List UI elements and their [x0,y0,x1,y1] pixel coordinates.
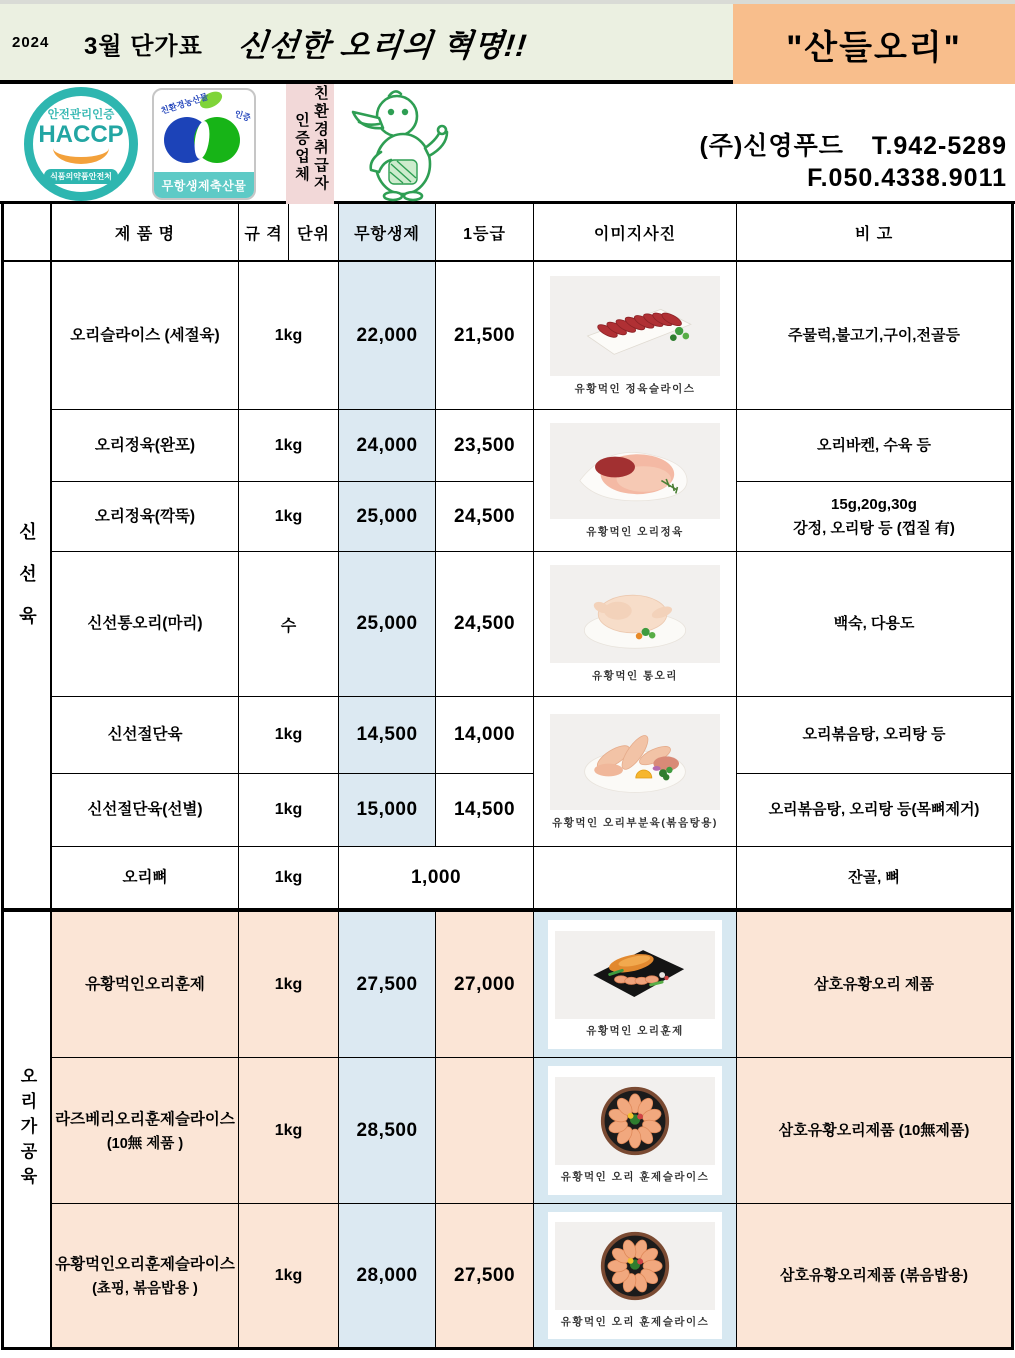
price-grade1: 23,500 [436,410,534,482]
price-antibiotic-free: 25,000 [339,552,436,697]
product-photo-duck-slices [550,276,720,376]
price-antibiotic-free: 28,000 [339,1204,436,1347]
price-antibiotic-free: 22,000 [339,262,436,410]
section-label-processed-duck: 오리가공육 [4,912,52,1347]
product-photo-caption: 유황먹인 오리정육 [586,525,684,538]
product-spec: 수 [239,552,339,697]
product-image-cell [534,552,737,697]
product-note: 오리볶음탕, 오리탕 등(목뼈제거) [737,774,1011,847]
product-photo-caption: 유황먹인 오리훈제 [586,1025,684,1037]
product-note: 15g,20g,30g 강정, 오리탕 등 (껍질 有) [737,482,1011,552]
product-spec: 1kg [239,482,339,552]
haccp-bottom-text: 식품의약품안전처 [44,169,118,184]
price-grade1: 14,500 [436,774,534,847]
product-image-cell [534,1204,737,1347]
product-spec: 1kg [239,847,339,912]
product-spec: 1kg [239,912,339,1058]
product-name: 오리정육(깍뚝) [52,482,239,552]
product-photo-duck-meat [550,423,720,519]
price-grade1: 24,500 [436,552,534,697]
price-antibiotic-free: 25,000 [339,482,436,552]
product-photo-caption: 유황먹인 통오리 [592,670,678,682]
column-header-spec: 규 격 [239,204,289,262]
price-antibiotic-free: 14,500 [339,697,436,774]
product-image-cell [534,697,737,847]
product-name: 유황먹인오리훈제 [52,912,239,1058]
product-name: 오리뼈 [52,847,239,912]
column-header-unit: 단위 [289,204,339,262]
product-photo-card [548,1066,722,1195]
price-grade1: 14,000 [436,697,534,774]
product-name: 라즈베리오리훈제슬라이스 (10無 제품 ) [52,1058,239,1204]
company-info [607,126,1007,193]
slogan-text: 신선한 오리의 혁명!! [235,28,529,63]
product-image-cell-empty [534,847,737,912]
product-photo-caption: 유황먹인 정육슬라이스 [574,382,696,395]
product-spec: 1kg [239,697,339,774]
price-antibiotic-free: 15,000 [339,774,436,847]
product-image-cell [534,410,737,552]
price-antibiotic-free: 28,500 [339,1058,436,1204]
brand-name: "산들오리" [786,28,962,67]
eco-handler-text: 친환경취급자 [312,85,329,193]
svg-text:인증: 인증 [233,108,253,123]
haccp-smile-arc [53,148,109,164]
certified-company-text: 인증업체 [293,112,310,184]
product-photo-smoked-slices [555,1077,715,1165]
column-header-note: 비 고 [737,204,1011,262]
price-grade1: 27,500 [436,1204,534,1347]
company-fax: F.050.4338.9011 [807,164,1007,192]
svg-text:친환경농산물: 친환경농산물 [159,91,210,116]
haccp-top-text: 안전관리인증 [47,109,115,121]
product-name: 신선절단육 [52,697,239,774]
price-antibiotic-free: 24,000 [339,410,436,482]
product-photo-duck-parts [550,714,720,810]
product-name: 신선절단육(선별) [52,774,239,847]
product-spec: 1kg [239,1058,339,1204]
year-label: 2024 [12,34,50,51]
product-note: 잔골, 뼈 [737,847,1011,912]
column-header-image: 이미지사진 [534,204,737,262]
product-photo-caption: 유황먹인 오리 훈제슬라이스 [560,1316,710,1328]
certification-row [0,84,1015,204]
price-antibiotic-free: 27,500 [339,912,436,1058]
product-name: 오리정육(완포) [52,410,239,482]
column-header-antibiotic-free: 무항생제 [339,204,436,262]
brand-box [733,4,1015,84]
column-header-product: 제 품 명 [52,204,239,262]
product-name: 유황먹인오리훈제슬라이스 (쵸핑, 볶음밥용 ) [52,1204,239,1347]
product-note: 삼호유황오리제품 (볶음밥용) [737,1204,1011,1347]
price-grade1: 27,000 [436,912,534,1058]
price-grade1-empty [436,1058,534,1204]
antibiotic-free-band-text: 무항생제축산물 [154,172,254,198]
price-merged: 1,000 [339,847,534,912]
haccp-logo [24,87,138,201]
product-note: 오리볶음탕, 오리탕 등 [737,697,1011,774]
product-image-cell [534,262,737,410]
eco-handler-certified-block [286,84,334,204]
column-header-grade1: 1등급 [436,204,534,262]
header-banner [0,4,1015,84]
product-photo-caption: 유황먹인 오리부분육(볶음탕용) [552,816,718,829]
price-grade1: 24,500 [436,482,534,552]
product-note: 오리바켄, 수육 등 [737,410,1011,482]
product-name: 오리슬라이스 (세절육) [52,262,239,410]
product-photo-smoked-slices [555,1222,715,1310]
product-note: 주물럭,불고기,구이,전골등 [737,262,1011,410]
product-note: 삼호유황오리제품 (10無제품) [737,1058,1011,1204]
haccp-main-text: HACCP [38,121,124,148]
company-phone: T.942-5289 [871,132,1007,160]
product-photo-card [548,920,722,1049]
duck-mascot-icon [345,86,449,207]
product-photo-whole-duck [550,565,720,663]
product-image-cell [534,912,737,1058]
header-corner-cell [4,204,52,262]
product-spec: 1kg [239,262,339,410]
product-name: 신선통오리(마리) [52,552,239,697]
product-photo-caption: 유황먹인 오리 훈제슬라이스 [560,1171,710,1183]
product-photo-smoked-duck [555,931,715,1019]
antibiotic-free-logo-graphic [154,90,254,174]
price-grade1: 21,500 [436,262,534,410]
antibiotic-free-logo [152,88,256,200]
section-label-fresh-meat: 신선육 [4,262,52,912]
product-spec: 1kg [239,1204,339,1347]
product-spec: 1kg [239,774,339,847]
product-note: 삼호유황오리 제품 [737,912,1011,1058]
page-title: 3월 단가표 [84,33,203,60]
product-spec: 1kg [239,410,339,482]
company-name: (주)신영푸드 [699,132,844,160]
product-image-cell [534,1058,737,1204]
product-note: 백숙, 다용도 [737,552,1011,697]
product-photo-card [548,1212,722,1339]
price-table [1,204,1014,1350]
